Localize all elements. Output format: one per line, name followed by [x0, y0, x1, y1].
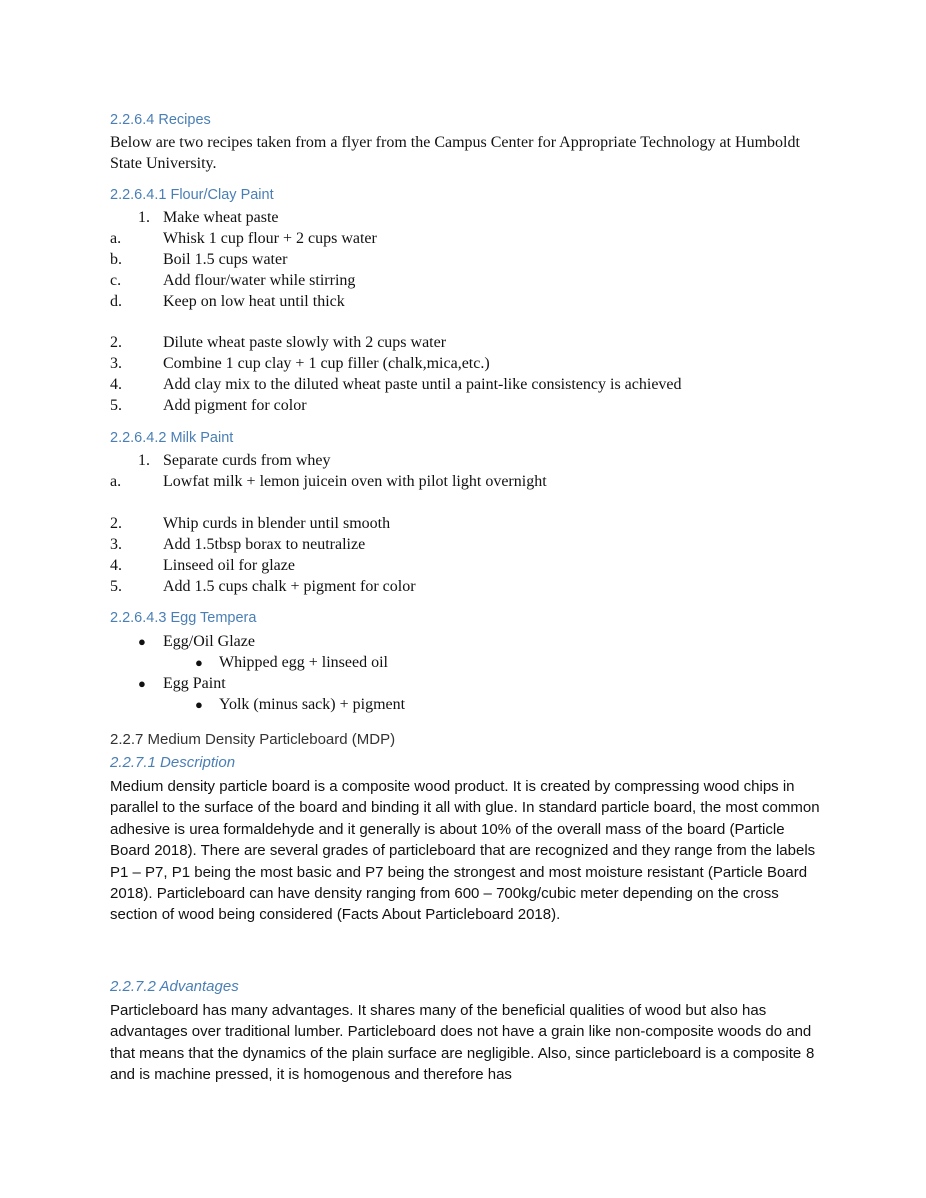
list-marker: 2.	[110, 515, 122, 532]
bullet-item-text: Egg/Oil Glaze	[163, 633, 255, 650]
list-marker: 5.	[110, 578, 122, 595]
advantages-paragraph: Particleboard has many advantages. It shares many of the beneficial qualities of wood but also has advantages over traditional lumber. Particleboard does not have a grain like non-composite woods do and that means that the dynamics of the plain surface are negligible. Also, since particleboard is a composite and is machine pressed, it is homogenous and therefore has	[110, 1002, 812, 1084]
heading-flour-clay-paint: 2.2.6.4.1 Flour/Clay Paint	[110, 187, 274, 203]
bullet-icon: ●	[138, 634, 146, 649]
list-marker: a.	[110, 473, 122, 490]
list-item-text: Add clay mix to the diluted wheat paste until a paint-like consistency is achieved	[163, 376, 682, 393]
list-item-text: Boil 1.5 cups water	[163, 251, 288, 268]
list-marker: 4.	[110, 376, 122, 393]
list-item-text: Add 1.5 cups chalk + pigment for color	[163, 578, 416, 595]
heading-advantages: 2.2.7.2 Advantages	[110, 978, 239, 995]
recipes-intro: Below are two recipes taken from a flyer from the Campus Center for Appropriate Technology at Humboldt State University.	[110, 134, 800, 172]
bullet-icon: ●	[195, 655, 203, 670]
list-item-text: Separate curds from whey	[163, 452, 331, 469]
description-paragraph: Medium density particle board is a composite wood product. It is created by compressing wood chips in parallel to the surface of the board and binding it all with glue. In standard particle board, the most common adhesive is urea formaldehyde and it generally is about 10% of the overall mass of the board (Particle Board 2018). There are several grades of particleboard that are recognized and they range from the labels P1 – P7, P1 being the most basic and P7 being the strongest and most moisture resistant (Particle Board 2018). Particleboard can have density ranging from 600 – 700kg/cubic meter depending on the cross section of wood being considered (Facts About Particleboard 2018).	[110, 778, 820, 924]
heading-milk-paint: 2.2.6.4.2 Milk Paint	[110, 430, 234, 446]
list-item-text: Dilute wheat paste slowly with 2 cups water	[163, 334, 447, 351]
list-marker: d.	[110, 293, 122, 310]
bullet-item-text: Whipped egg + linseed oil	[219, 654, 388, 671]
list-item-text: Whip curds in blender until smooth	[163, 515, 391, 532]
heading-recipes: 2.2.6.4 Recipes	[110, 112, 211, 128]
list-marker: 5.	[110, 397, 122, 414]
list-marker: 4.	[110, 557, 122, 574]
list-marker: 1.	[138, 452, 150, 469]
list-item-text: Lowfat milk + lemon juicein oven with pilot light overnight	[163, 473, 547, 490]
list-item-text: Linseed oil for glaze	[163, 557, 295, 574]
list-marker: 2.	[110, 334, 122, 351]
list-item-text: Combine 1 cup clay + 1 cup filler (chalk,mica,etc.)	[163, 355, 490, 372]
list-item-text: Keep on low heat until thick	[163, 293, 345, 310]
list-marker: 3.	[110, 355, 122, 372]
heading-egg-tempera: 2.2.6.4.3 Egg Tempera	[110, 610, 257, 626]
bullet-icon: ●	[195, 697, 203, 712]
bullet-item-text: Yolk (minus sack) + pigment	[219, 696, 406, 713]
heading-description: 2.2.7.1 Description	[110, 754, 236, 771]
list-item-text: Make wheat paste	[163, 209, 279, 226]
list-marker: 3.	[110, 536, 122, 553]
list-marker: c.	[110, 272, 122, 289]
list-item-text: Add pigment for color	[163, 397, 307, 414]
list-item-text: Whisk 1 cup flour + 2 cups water	[163, 230, 377, 247]
page-number: 8	[806, 1045, 815, 1062]
heading-mdp: 2.2.7 Medium Density Particleboard (MDP)	[110, 731, 396, 748]
list-marker: 1.	[138, 209, 150, 226]
list-marker: a.	[110, 230, 122, 247]
list-item-text: Add 1.5tbsp borax to neutralize	[163, 536, 366, 553]
bullet-icon: ●	[138, 676, 146, 691]
list-marker: b.	[110, 251, 122, 268]
bullet-item-text: Egg Paint	[163, 675, 226, 692]
list-item-text: Add flour/water while stirring	[163, 272, 356, 289]
